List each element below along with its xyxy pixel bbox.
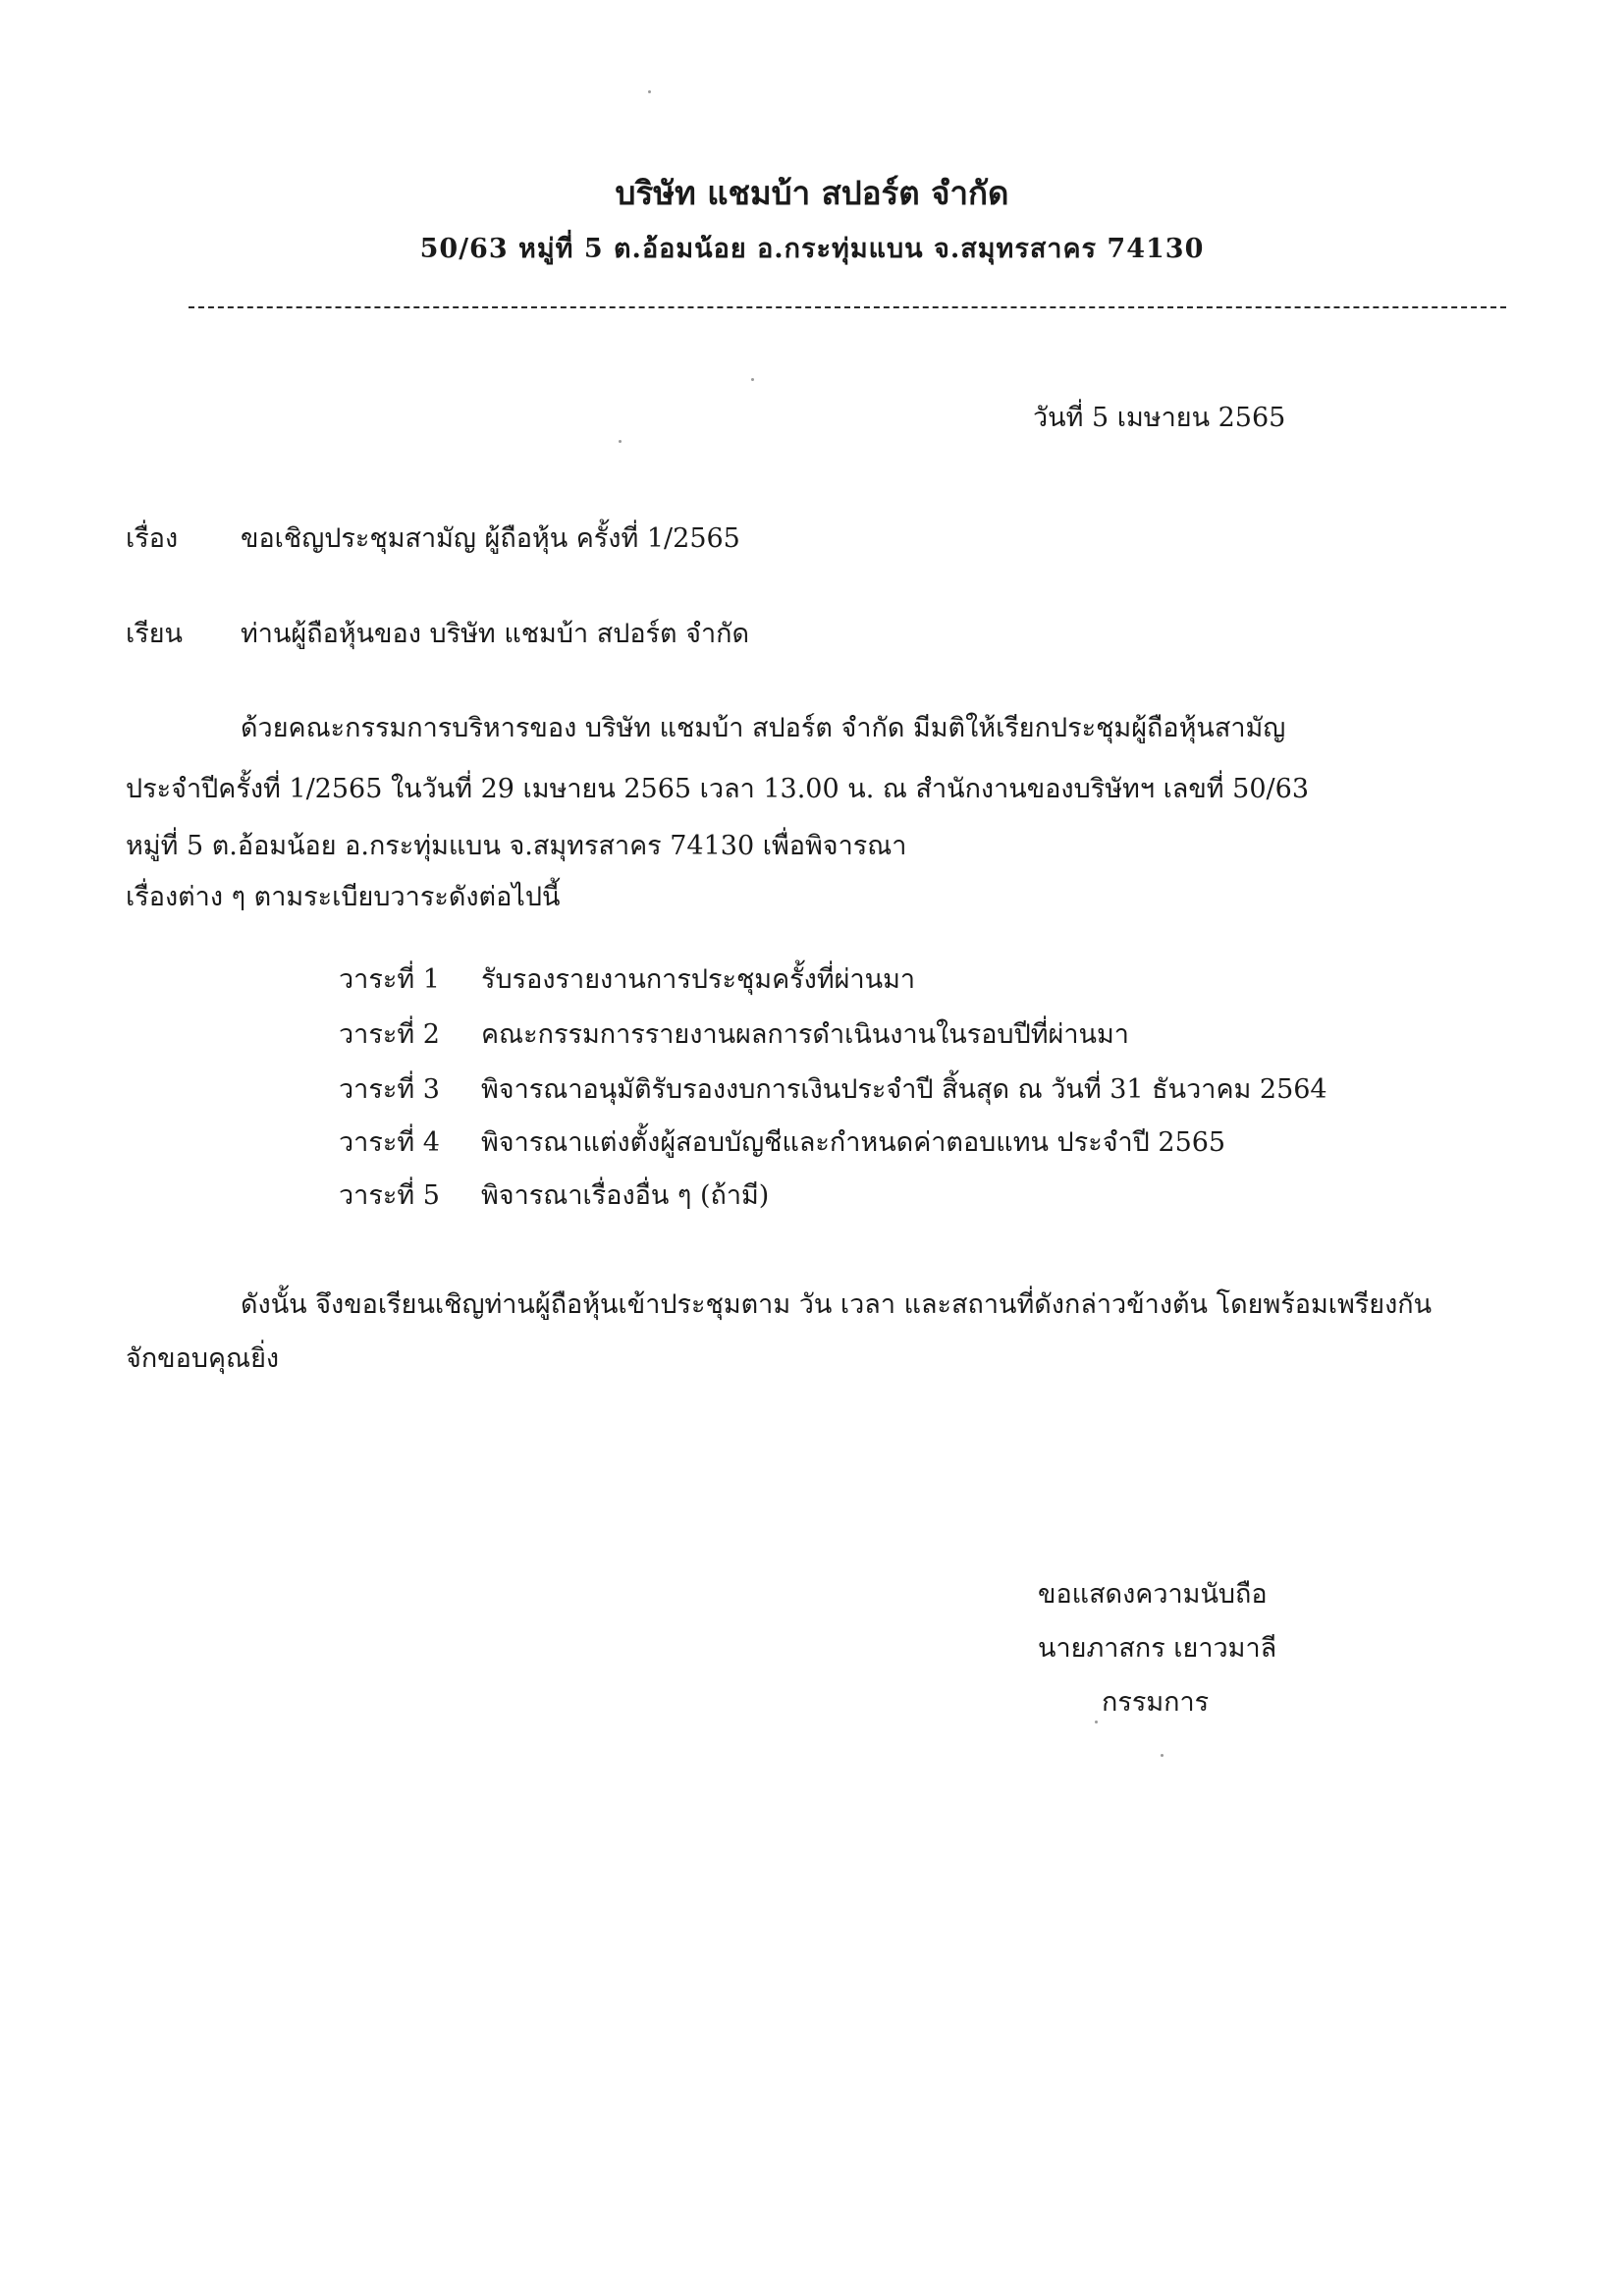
scan-speck: [751, 378, 754, 381]
company-address: 50/63 หมู่ที่ 5 ต.อ้อมน้อย อ.กระทุ่มแบน จ.สมุทรสาคร 74130: [419, 234, 1205, 264]
subject-label: เรื่อง: [126, 523, 179, 554]
letter-date: วันที่ 5 เมษายน 2565: [1033, 403, 1286, 433]
scan-speck: [648, 90, 651, 93]
agenda-item-5-label: วาระที่ 5: [339, 1180, 440, 1211]
agenda-item-5-text: พิจารณาเรื่องอื่น ๆ (ถ้ามี): [481, 1180, 770, 1211]
closing-line-2: จักขอบคุณยิ่ง: [126, 1343, 280, 1374]
subject-text: ขอเชิญประชุมสามัญ ผู้ถือหุ้น ครั้งที่ 1/2565: [241, 523, 740, 554]
agenda-item-3-label: วาระที่ 3: [339, 1074, 440, 1105]
company-name: บริษัท แชมบ้า สปอร์ต จำกัด: [615, 174, 1009, 212]
agenda-item-1-label: วาระที่ 1: [339, 964, 440, 995]
recipient-text: ท่านผู้ถือหุ้นของ บริษัท แชมบ้า สปอร์ต จำกัด: [241, 619, 750, 649]
body-line-2: ประจำปีครั้งที่ 1/2565 ในวันที่ 29 เมษายน 2565 เวลา 13.00 น. ณ สำนักงานของบริษัทฯ เลขที่ 50/63: [126, 774, 1309, 804]
body-line-4: เรื่องต่าง ๆ ตามระเบียบวาระดังต่อไปนี้: [126, 882, 561, 912]
body-line-3: หมู่ที่ 5 ต.อ้อมน้อย อ.กระทุ่มแบน จ.สมุทรสาคร 74130 เพื่อพิจารณา: [126, 831, 907, 861]
scan-speck: [619, 440, 622, 443]
scan-speck: [1095, 1721, 1098, 1723]
agenda-item-4-label: วาระที่ 4: [339, 1127, 440, 1158]
recipient-label: เรียน: [126, 619, 184, 649]
agenda-item-2-text: คณะกรรมการรายงานผลการดำเนินงานในรอบปีที่ผ่านมา: [481, 1019, 1129, 1050]
body-line-1: ด้วยคณะกรรมการบริหารของ บริษัท แชมบ้า สปอร์ต จำกัด มีมติให้เรียกประชุมผู้ถือหุ้นสามัญ: [241, 713, 1286, 743]
agenda-item-2-label: วาระที่ 2: [339, 1019, 440, 1050]
agenda-item-4-text: พิจารณาแต่งตั้งผู้สอบบัญชีและกำหนดค่าตอบแทน ประจำปี 2565: [481, 1127, 1226, 1158]
signature-title: กรรมการ: [1102, 1687, 1210, 1718]
scan-speck: [1161, 1754, 1164, 1757]
agenda-item-3-text: พิจารณาอนุมัติรับรองงบการเงินประจำปี สิ้นสุด ณ วันที่ 31 ธันวาคม 2564: [481, 1074, 1327, 1105]
signature-regards: ขอแสดงความนับถือ: [1038, 1579, 1268, 1610]
signature-name: นายภาสกร เยาวมาลี: [1038, 1633, 1277, 1664]
closing-line-1: ดังนั้น จึงขอเรียนเชิญท่านผู้ถือหุ้นเข้าประชุมตาม วัน เวลา และสถานที่ดังกล่าวข้างต้น โดยพร้อมเพรียงกัน: [241, 1289, 1433, 1320]
agenda-item-1-text: รับรองรายงานการประชุมครั้งที่ผ่านมา: [481, 964, 916, 995]
header-divider: [189, 306, 1506, 308]
